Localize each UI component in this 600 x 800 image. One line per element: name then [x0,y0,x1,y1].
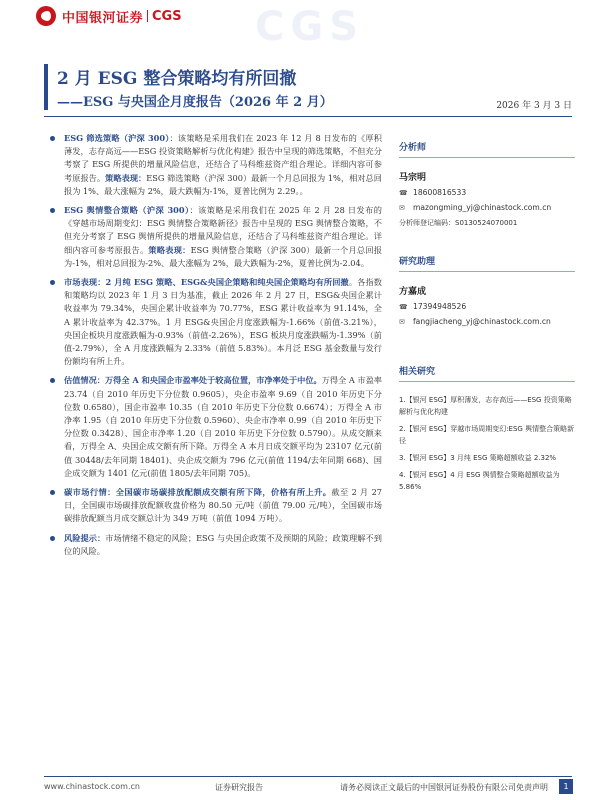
related-report-link[interactable]: 2.【银河 ESG】穿越市场周期变幻:ESG 舆情整合策略新径 [399,425,575,445]
paragraph-body-extra: ESG 筛选策略（沪深 300）最新一个月总回报为 1%，相对总回报为 1%、最大涨幅为 2%，最大跌幅为-1%，夏普比例为 2.29。。 [64,172,382,196]
bullet-icon [50,378,55,383]
paragraph-subheading: 策略表现： [105,172,147,183]
mail-icon: ✉ [399,317,405,326]
analyst-name: 马宗明 [399,173,427,183]
sidebar [399,140,575,498]
analyst-email [399,203,575,212]
paragraph-body: ：该策略是采用我们在 2025 年 2 月 28 日发布的《穿越市场周期变幻：ESG 舆情整合策略新径》报告中呈现的 ESG 舆情整合策略，不但充分考察了 ESG 舆情所提供的增量风险信息，还结合了马科维兹资产组合理论。详细内容可参考原报告。 [64,205,382,255]
logo-code: CGS [152,8,182,24]
report-date: 2026 年 3 月 3 日 [496,101,572,111]
title-divider [44,116,572,117]
logo-name: 中国银河证券 [62,10,144,26]
phone-icon: ☎ [399,188,408,197]
analyst-heading: 分析师 [399,140,575,158]
paragraph-heading: ESG 舆情整合策略（沪深 300） [64,205,190,216]
paragraph-subheading: 策略表现： [148,244,191,255]
analyst-phone [399,188,575,197]
footer-divider [44,776,572,777]
summary-paragraph [50,374,382,480]
analyst-registration: 分析师登记编码：S0130524070001 [399,219,518,227]
assistant-name: 方嘉成 [399,287,427,297]
bullet-icon [50,208,55,213]
bullet-icon [50,490,55,495]
header-watermark: CGS [255,4,364,50]
summary-paragraph [50,132,382,198]
email-link[interactable]: fangjiacheng_yj@chinastock.com.cn [413,317,551,326]
summary-paragraph [50,276,382,368]
summary-paragraph [50,204,382,270]
footer-website[interactable]: www.chinastock.com.cn [44,782,140,791]
logo-divider [147,10,148,22]
phone-icon: ☎ [399,302,408,311]
related-report-link[interactable]: 3.【银河 ESG】3 月纯 ESG 策略超额收益 2.32% [399,454,557,462]
assistant-email [399,317,575,326]
related-heading: 相关研究 [399,364,575,382]
summary-paragraph [50,486,382,526]
paragraph-body: 万得全 A 市盈率 23.74（自 2010 年历史下分位数 0.9605），央企市盈率 9.69（自 2010 年历史下分位数 0.6580），国企市盈率 10.35（自 2010 年历史下分位数 0.6674）；万得全 A 市净率 1.95（自 2010 年历史下分位数 0.5960）、央企市净率 0.99（自 2010 年历史下分位数 0.3428）、国企市净率 1.20（自 2010 年历史下分位数 0.5790）。从成交额来看，万得全 A、央国企成交额有所下降。万得全 A 本月日成交额平均为 23107 亿元(前值 30448/去年同期 18401)、央企成交额为 796 亿元(前值 1194/去年同期 668)、国企成交额为 1401 亿元(前值 1805/去年同期 705)。 [64,375,382,478]
paragraph-heading: ESG 筛选策略（沪深 300） [64,133,170,143]
bullet-icon [50,136,55,141]
paragraph-body-extra: ESG 舆情整合策略（沪深 300）最新一个月总回报为-1%，相对总回报为-2%、最大涨幅为 2%，最大跌幅为-2%，夏普比例为-2.04。 [64,244,382,268]
assistant-heading: 研究助理 [399,254,575,272]
paragraph-body: 。各指数和策略均以 2023 年 1 月 3 日为基准，截止 2026 年 2 月 27 日，ESG&央国企累计收益率为 79.34%，央国企累计收益率为 70.77%，ESG 累计收益率为 91.14%，全 A 累计收益率为 42.37%。1 月 ESG&央国企月度涨跌幅为-1.66%（前值-3.21%），央国企板块月度涨跌幅为-0.93%（前值-2.26%），ESG 板块月度涨跌幅为-1.39%（前值-2.79%），全 A 月度涨跌幅为 2.33%（前值 5.83%）。本月泛 ESG 基金数量与发行份额均有所上升。 [64,277,382,367]
paragraph-body: 截至 2 月 27 日，全国碳市场碳排放配额收盘价格为 80.50 元/吨（前值 79.00 元/吨），全国碳市场碳排放配额当月成交额总计为 349 万吨（前值 1094 万吨）。 [64,487,382,524]
main-content [50,132,382,564]
report-title: 2 月 ESG 整合策略均有所回撤 [57,69,297,89]
phone-number: 18600816533 [413,188,467,197]
assistant-phone [399,302,575,311]
header [0,0,600,50]
related-report-link[interactable]: 1.【银河 ESG】厚积薄发，志存高远——ESG 投资策略解析与优化构建 [399,396,572,416]
summary-paragraph [50,532,382,558]
footer-disclaimer: 请务必阅读正文最后的中国银河证券股份有限公司免责声明 [340,783,548,792]
report-subtitle: ——ESG 与央国企月度报告（2026 年 2 月） [57,95,333,110]
paragraph-heading: 风险提示： [64,532,106,543]
title-accent-bar [44,64,48,110]
paragraph-heading: 估值情况：万得全 A 和央国企市盈率处于较高位置，市净率处于中位。 [64,375,322,386]
related-report-link[interactable]: 4.【银河 ESG】4 月 ESG 舆情整合策略超额收益为 5.86% [399,471,560,491]
phone-number: 17394948526 [413,302,467,311]
mail-icon: ✉ [399,203,405,212]
brand-logo[interactable] [36,6,182,26]
footer-doc-type: 证券研究报告 [215,783,263,792]
paragraph-body: 市场情绪不稳定的风险；ESG 与央国企政策不及预期的风险；政策理解不到位的风险。 [64,532,382,556]
bullet-icon [50,536,55,541]
email-link[interactable]: mazongming_yj@chinastock.com.cn [413,203,552,212]
paragraph-body: ：该策略是采用我们在 2023 年 12 月 8 日发布的《厚积薄发，志存高远——ESG 投资策略解析与优化构建》报告中呈现的筛选策略，不但充分考察了 ESG 所提供的增量风险信息，还结合了马科维兹资产组合理论。详细内容可参考原报告。 [64,133,382,183]
page-number: 1 [559,779,573,794]
paragraph-heading: 碳市场行情：全国碳市场碳排放配额成交额有所下降，价格有所上升。 [64,487,332,498]
paragraph-heading: 市场表现：2 月纯 ESG 策略、ESG&央国企策略和纯央国企策略均有所回撤 [64,277,349,288]
bullet-icon [50,280,55,285]
logo-icon [36,6,56,26]
